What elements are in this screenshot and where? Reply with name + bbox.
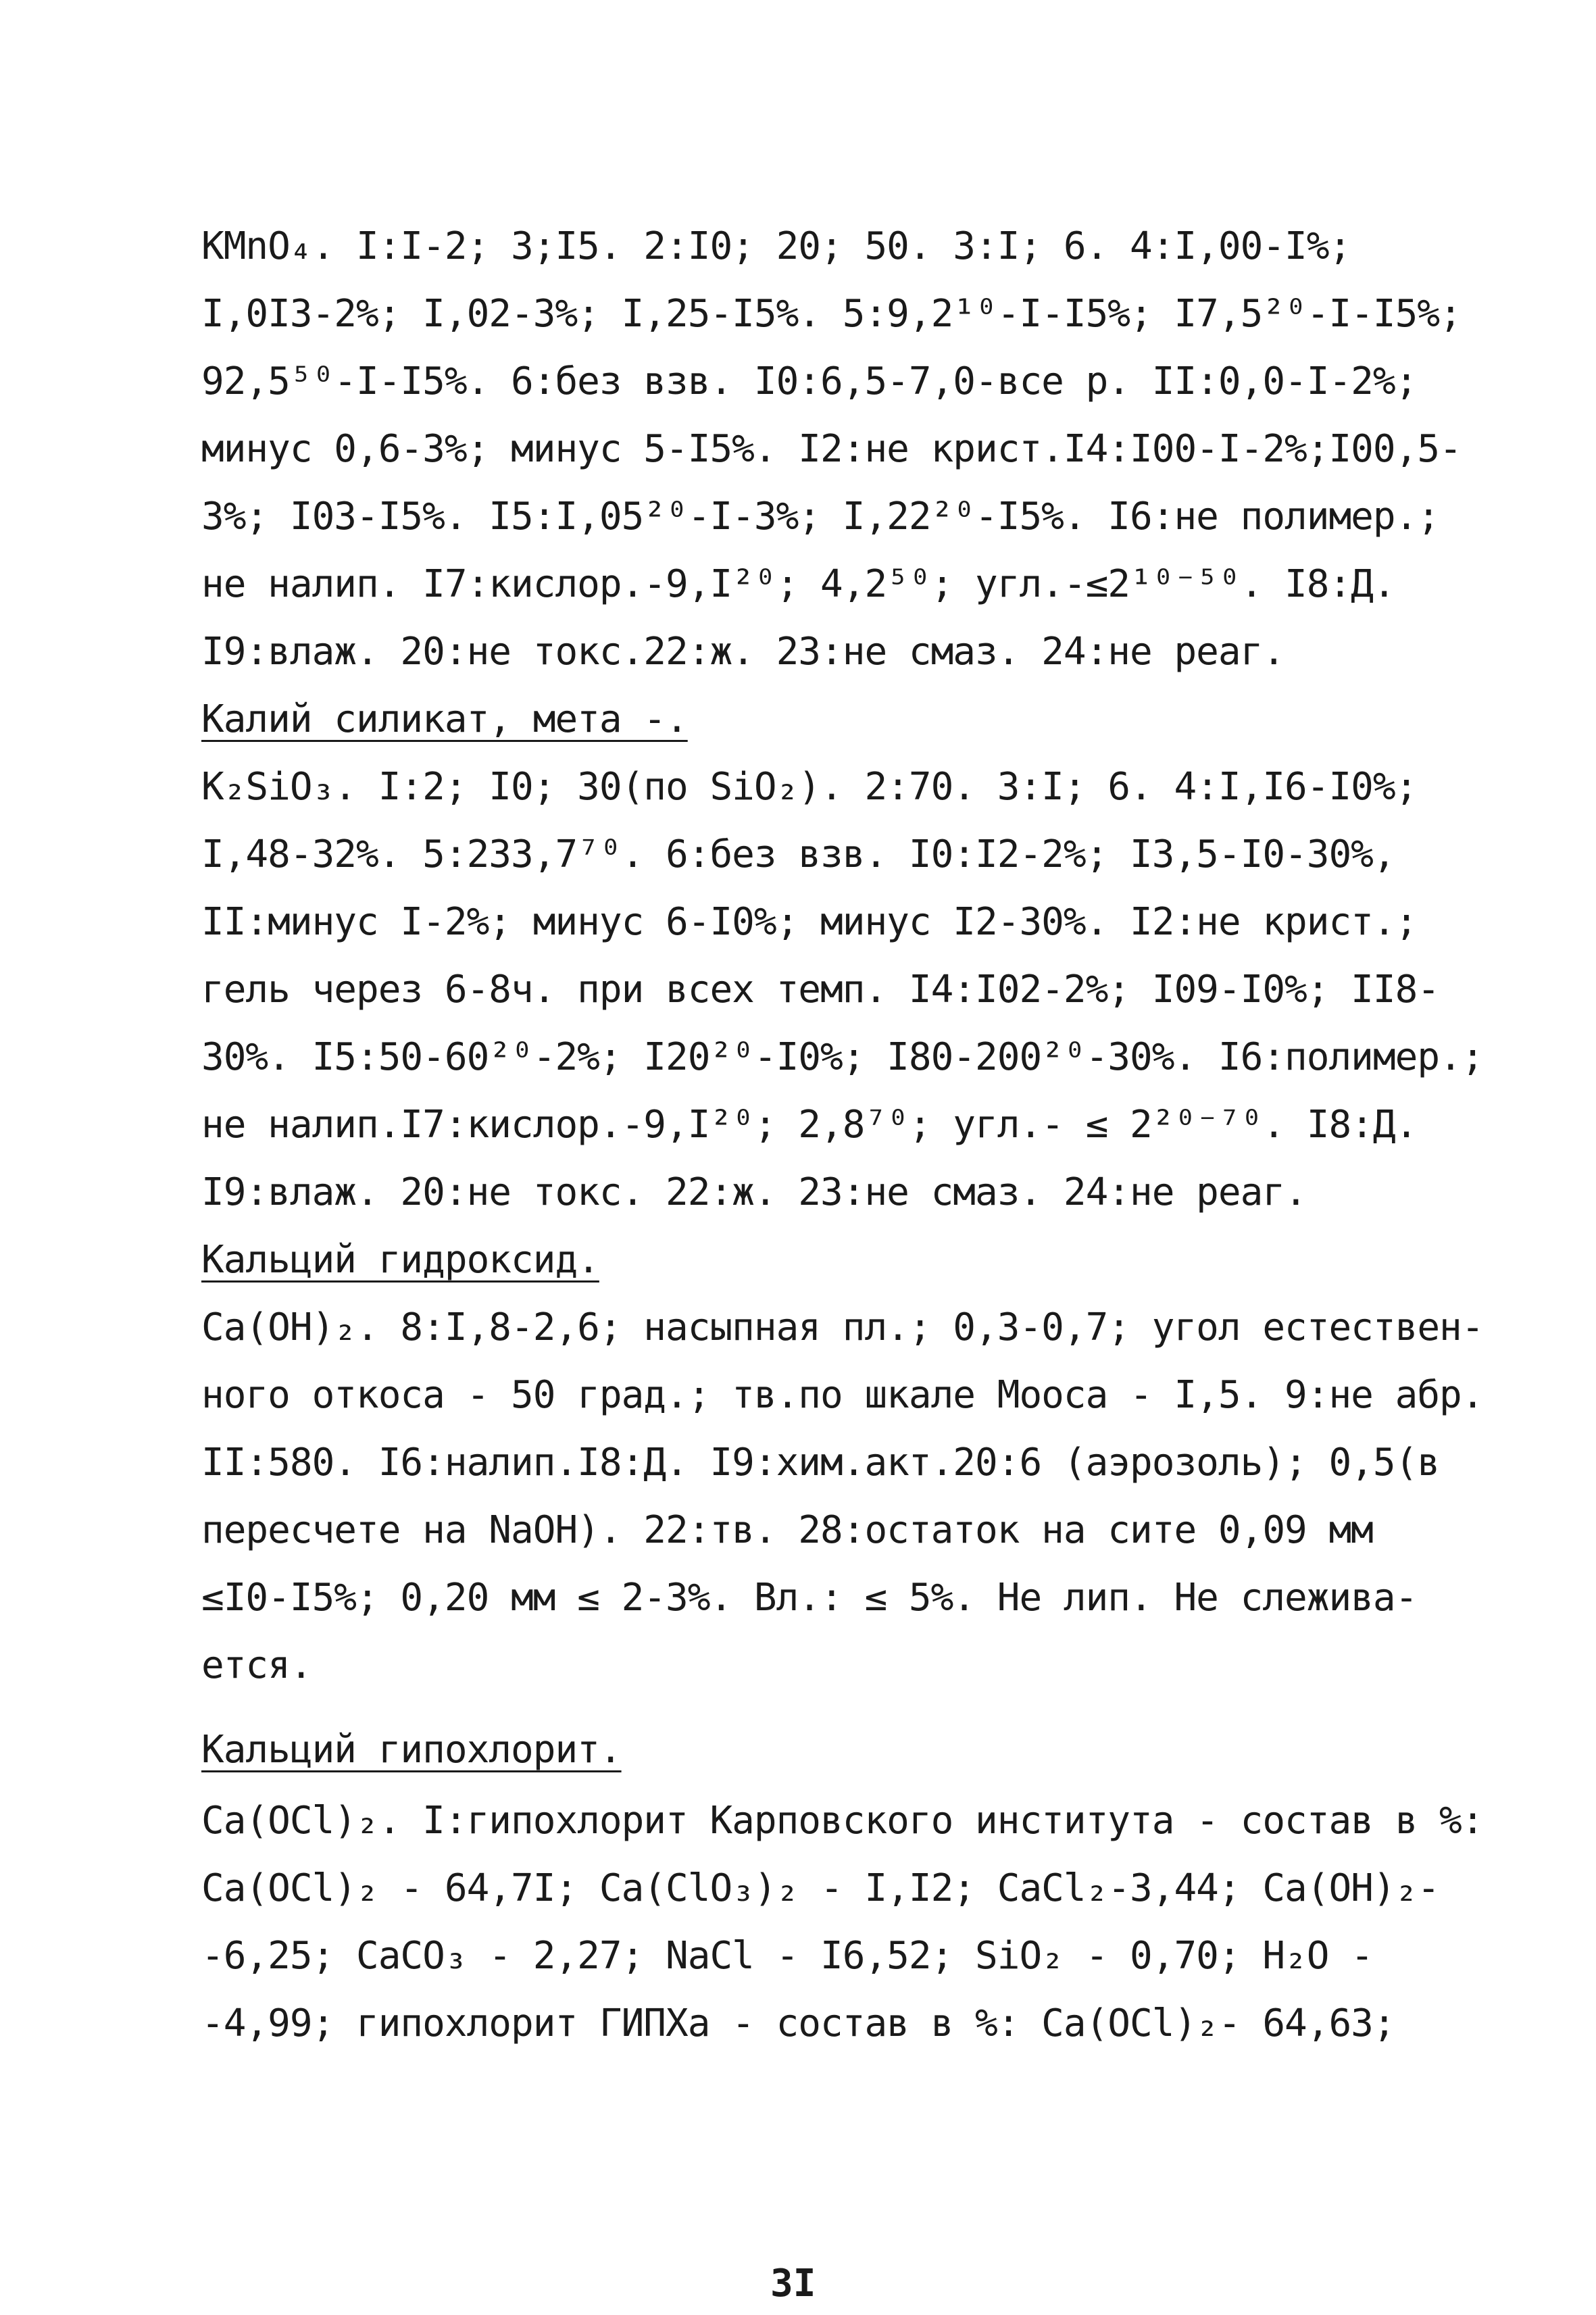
text-line: пересчете на NaOH). 22:тв. 28:остаток на сите 0,09 мм [201,1508,1373,1552]
text-line: Ca(OCl)₂. I:гипохлорит Карповского института - состав в %: [201,1799,1484,1843]
text-line: I9:влаж. 20:не токс.22:ж. 23:не смаз. 24:не реаг. [201,630,1285,674]
text-line: -4,99; гипохлорит ГИПХа - состав в %: Ca(OCl)₂- 64,63; [201,2001,1395,2045]
text-line: минус 0,6-3%; минус 5-I5%. I2:не крист.I4:I00-I-2%;I00,5- [201,427,1462,471]
text-line: 30%. I5:50-60²⁰-2%; I20²⁰-I0%; I80-200²⁰-30%. I6:полимер.; [201,1035,1484,1079]
text-line: I9:влаж. 20:не токс. 22:ж. 23:не смаз. 24:не реаг. [201,1170,1307,1214]
section-heading: Кальций гидроксид. [201,1238,599,1282]
text-line: I,48-32%. 5:233,7⁷⁰. 6:без взв. I0:I2-2%; I3,5-I0-30%, [201,832,1395,876]
text-line: KMnO₄. I:I-2; 3;I5. 2:I0; 20; 50. 3:I; 6. 4:I,00-I%; [201,224,1351,268]
text-line: ≤I0-I5%; 0,20 мм ≤ 2-3%. Вл.: ≤ 5%. Не лип. Не слежива- [201,1576,1418,1620]
text-line: -6,25; CaCO₃ - 2,27; NaCl - I6,52; SiO₂ - 0,70; H₂O - [201,1934,1373,1978]
text-line: Ca(OH)₂. 8:I,8-2,6; насыпная пл.; 0,3-0,7; угол естествен- [201,1305,1484,1349]
text-line: II:минус I-2%; минус 6-I0%; минус I2-30%. I2:не крист.; [201,900,1418,944]
text-line: не налип.I7:кислор.-9,I²⁰; 2,8⁷⁰; угл.- ≤ 2²⁰⁻⁷⁰. I8:Д. [201,1103,1418,1147]
text-line: I,0I3-2%; I,02-3%; I,25-I5%. 5:9,2¹⁰-I-I5%; I7,5²⁰-I-I5%; [201,292,1462,336]
text-line: Ca(OCl)₂ - 64,7I; Ca(ClO₃)₂ - I,I2; CaCl₂-3,44; Ca(OH)₂- [201,1866,1440,1910]
text-line: ного откоса - 50 град.; тв.по шкале Мооса - I,5. 9:не абр. [201,1373,1484,1417]
text-line: II:580. I6:налип.I8:Д. I9:хим.акт.20:6 (аэрозоль); 0,5(в [201,1441,1440,1485]
text-line: K₂SiO₃. I:2; I0; 30(по SiO₂). 2:70. 3:I; 6. 4:I,I6-I0%; [201,765,1418,809]
text-line: 92,5⁵⁰-I-I5%. 6:без взв. I0:6,5-7,0-все р. II:0,0-I-2%; [201,359,1418,403]
text-line: 3%; I03-I5%. I5:I,05²⁰-I-3%; I,22²⁰-I5%. I6:не полимер.; [201,495,1440,539]
text-line: гель через 6-8ч. при всех темп. I4:I02-2%; I09-I0%; II8- [201,968,1440,1012]
section-heading: Калий силикат, мета -. [201,697,688,741]
text-line: ется. [201,1643,312,1687]
text-line: не налип. I7:кислор.-9,I²⁰; 4,2⁵⁰; угл.-≤2¹⁰⁻⁵⁰. I8:Д. [201,562,1395,606]
page-number: 3I [770,2262,816,2306]
section-heading: Кальций гипохлорит. [201,1728,622,1772]
